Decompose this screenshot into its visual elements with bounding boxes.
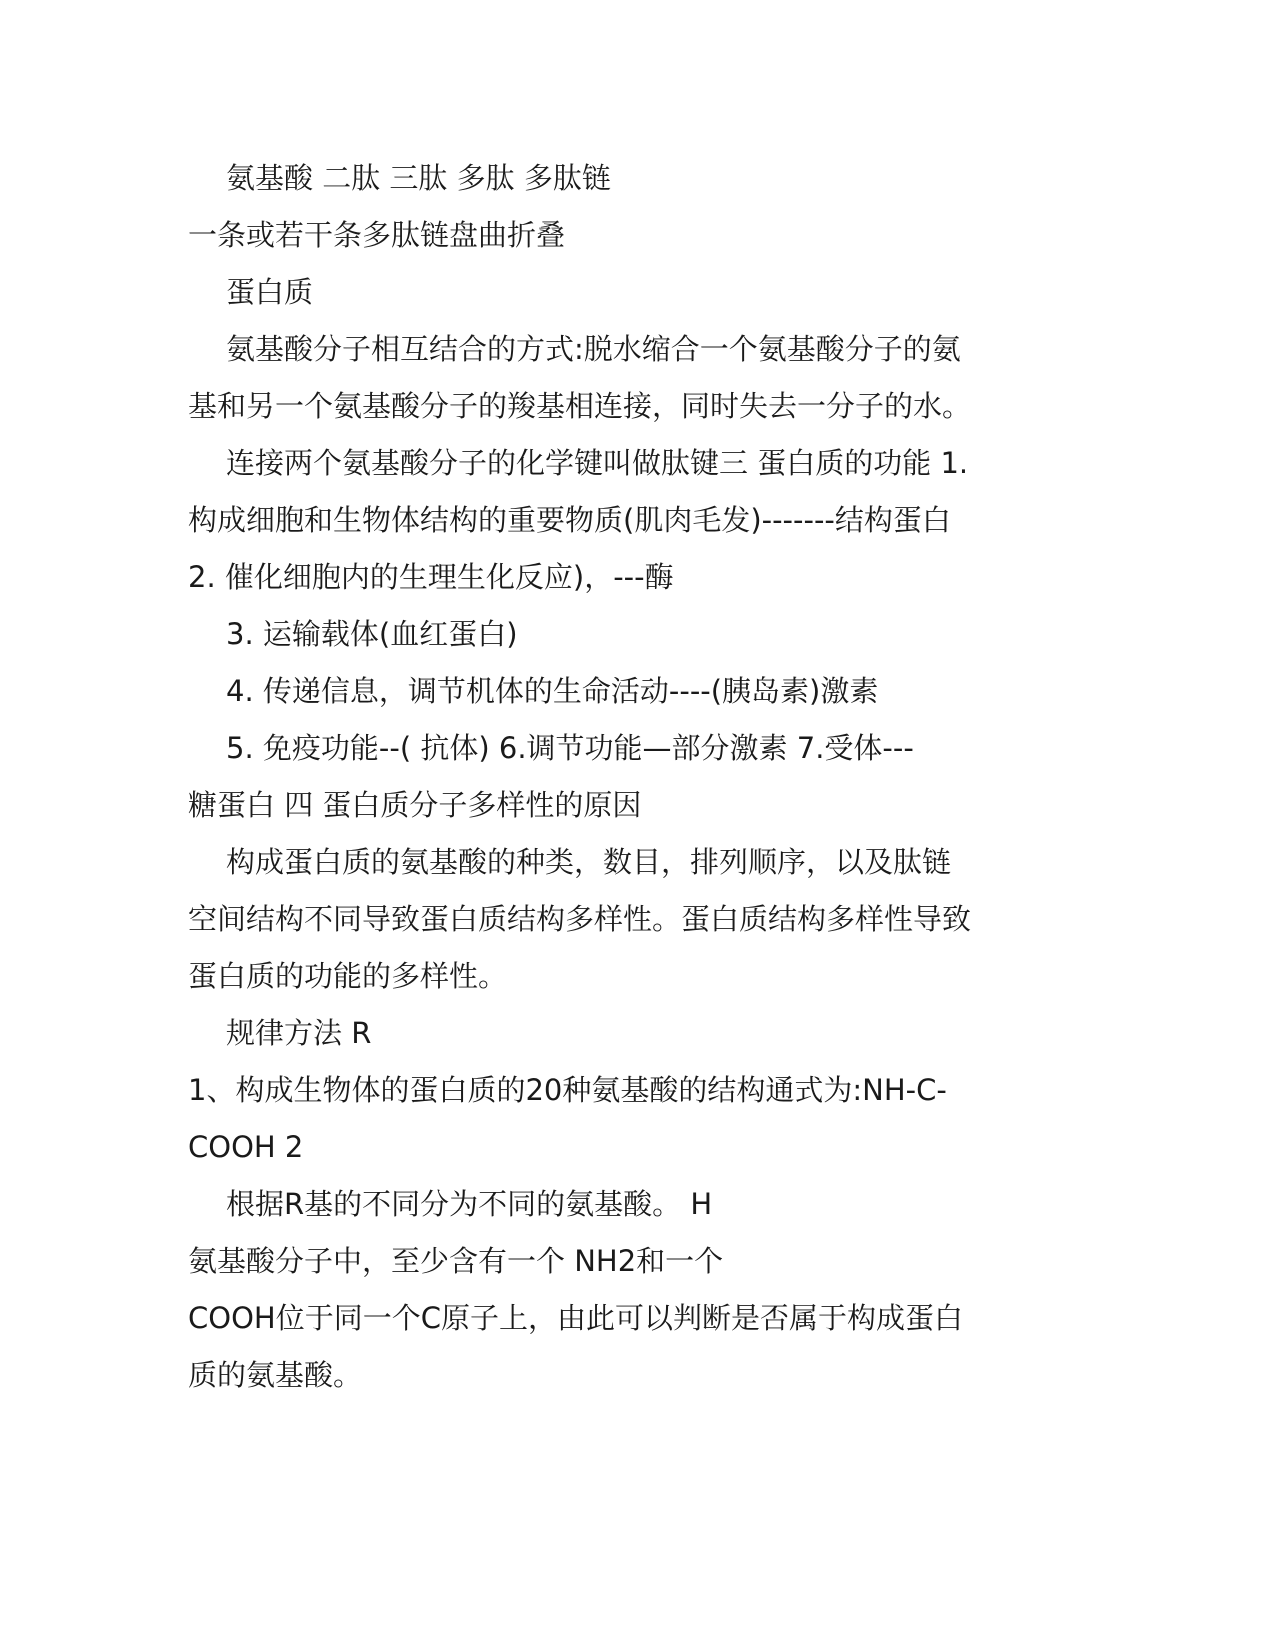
text-line: 4. 传递信息，调节机体的生命活动----(胰岛素)激素 [226,674,879,708]
text-line: 氨基酸 二肽 三肽 多肽 多肽链 [226,161,611,195]
text-line: 构成蛋白质的氨基酸的种类，数目，排列顺序，以及肽链 [226,845,952,879]
text-line: 连接两个氨基酸分子的化学键叫做肽键三 蛋白质的功能 1. [226,446,969,480]
text-line: 规律方法 R [226,1016,372,1050]
text-line: COOH位于同一个C原子上，由此可以判断是否属于构成蛋白 [188,1301,963,1335]
text-line: 1、构成生物体的蛋白质的20种氨基酸的结构通式为:NH-C- [188,1073,947,1107]
text-line: 基和另一个氨基酸分子的羧基相连接，同时失去一分子的水。 [188,389,972,423]
text-line: 构成细胞和生物体结构的重要物质(肌肉毛发)-------结构蛋白 [188,503,951,537]
text-line: 蛋白质 [226,275,314,309]
text-line: 蛋白质的功能的多样性。 [188,959,508,993]
text-line: 2. 催化细胞内的生理生化反应)，---酶 [188,560,674,594]
document-body [188,150,1088,1404]
text-line: 氨基酸分子相互结合的方式:脱水缩合一个氨基酸分子的氨 [226,332,961,366]
text-line: 5. 免疫功能--( 抗体) 6.调节功能—部分激素 7.受体--- [226,731,914,765]
text-line: COOH 2 [188,1130,304,1164]
text-line: 糖蛋白 四 蛋白质分子多样性的原因 [188,788,642,822]
text-line: 氨基酸分子中，至少含有一个 NH2和一个 [188,1244,724,1278]
text-line: 空间结构不同导致蛋白质结构多样性。蛋白质结构多样性导致 [188,902,972,936]
text-line: 根据R基的不同分为不同的氨基酸。 H [226,1187,713,1221]
text-line: 一条或若干条多肽链盘曲折叠 [188,218,566,252]
text-line: 3. 运输载体(血红蛋白) [226,617,518,651]
text-line: 质的氨基酸。 [188,1358,363,1392]
